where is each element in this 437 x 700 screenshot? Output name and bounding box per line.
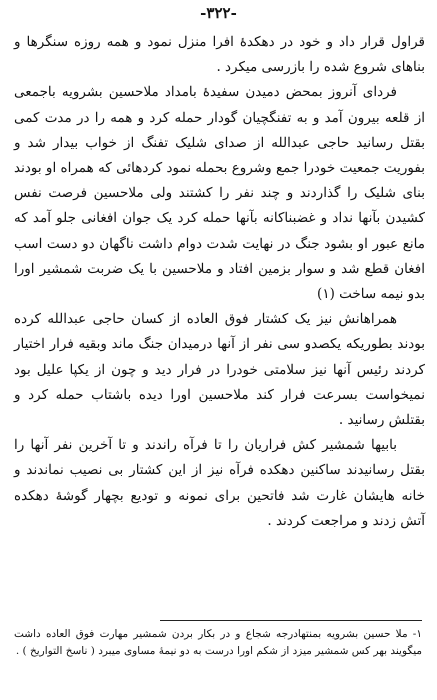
page-number: -۳۲۲- — [200, 4, 237, 22]
body-text — [14, 30, 425, 534]
paragraph-1: قراول قرار داد و خود در دهکدهٔ افرا منزل نمود و همه روزه سنگرها و بناهای شروع شده را بازرسی میکرد . — [14, 34, 425, 76]
paragraph-2: فردای آنروز بمحض دمیدن سفیدهٔ بامداد ملاحسین بشرویه باجمعی از قلعه بیرون آمد و به تفنگچیان گودار حمله کرد و همه را در مدت کمی بقتل رسانید حاجی عبدالله از صدای شلیک تفنگ از خواب بیدار شد و بفوریت جمعیت خودرا جمع وشروع بحمله نمود کردهائی که همراه او بودند بنای شلیک را گذاردند و چند نفر را کشتند ولی ملاحسین فرصت نفس کشیدن بآنها نداد و غضبناکانه بآنها حمله کرد یک جوان افغانی جلو آمد که مانع عبور او بشود جنگ در نهایت شدت دوام داشت ناگهان دو دست اسب افغان قطع شد و سوار بزمین افتاد و ملاحسین با یک ضربت شمشیر اورا بدو نیمه ساخت (۱) — [14, 84, 425, 303]
footnote-text: ۱- ملا حسین بشرویه بمنتهادرجه شجاع و در بکار بردن شمشیر مهارت فوق العاده داشت میگویند بهر کس شمشیر میزد از شکم اورا درست به دو نیمهٔ مساوی میبرد ( ناسخ التواریخ ) . — [14, 628, 422, 657]
paragraph-3: همراهانش نیز یک کشتار فوق العاده از کسان حاجی عبدالله کرده بودند بطوریکه یکصدو سی نفر از آنها درمیدان جنگ ماند وبقیه فرار اختیار کردند رئیس آنها نیز سلامتی خودرا در فرار دید و چون از یکپا علیل بود نمیخواست بسرعت فرار کند ملاحسین اورا دیده باشتاب حمله کرد و بقتلش رسانید . — [14, 311, 425, 429]
footnote-divider — [160, 620, 422, 621]
footnote — [14, 626, 422, 660]
paragraph-4: بابیها شمشیر کش فراریان را تا فرآه راندند و تا آخرین نفر آنها را بقتل رسانیدند ساکنین دهکده فرآه نیز از این کشتار بی نصیب نماندند و خانه هایشان غارت شد فاتحین برای نمونه و تودیع بچهار گوشهٔ دهکده آتش زدند و مراجعت کردند . — [14, 437, 425, 529]
